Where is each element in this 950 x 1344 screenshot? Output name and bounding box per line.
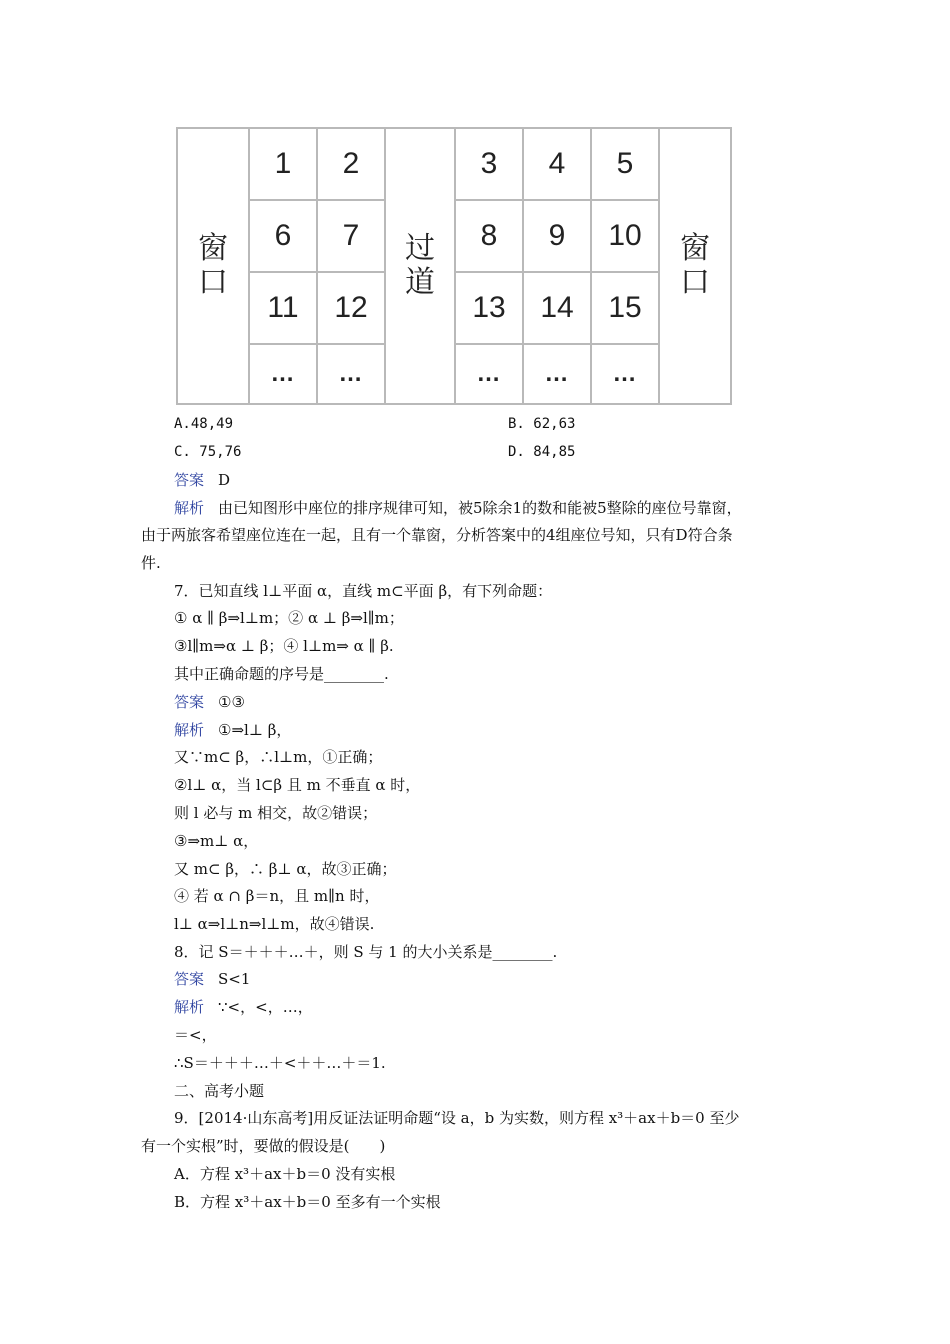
q8-answer-line xyxy=(174,969,250,989)
seat-cell: 15 xyxy=(591,272,659,344)
aisle-label: 过道 xyxy=(385,128,455,404)
q8-answer: S<1 xyxy=(218,970,251,988)
q6-option-c: C. 75,76 xyxy=(174,444,242,460)
seat-cell: 11 xyxy=(249,272,317,344)
seat-cell: 14 xyxy=(523,272,591,344)
analysis-tag: 解析 xyxy=(174,998,205,1016)
left-window-label: 窗口 xyxy=(177,128,249,404)
q7-step: ②l⊥ α，当 l⊂β 且 m 不垂直 α 时， xyxy=(174,776,421,794)
right-window-label: 窗口 xyxy=(659,128,731,404)
seat-cell-ellipsis: … xyxy=(249,344,317,404)
q7-stem: 7．已知直线 l⊥平面 α，直线 m⊂平面 β，有下列命题： xyxy=(174,582,553,600)
seat-cell-ellipsis: … xyxy=(523,344,591,404)
q8-analysis-1: ∵<，<，…， xyxy=(218,998,313,1016)
q8-analysis-line xyxy=(174,997,313,1017)
q7-propositions-3-4: ③l∥m⇒α ⊥ β；④ l⊥m⇒ α ∥ β. xyxy=(174,637,394,655)
q6-analysis-line xyxy=(174,498,742,518)
q7-step: 又∵m⊂ β，∴l⊥m，①正确； xyxy=(174,748,383,766)
q7-step: l⊥ α⇒l⊥n⇒l⊥m，故④错误. xyxy=(174,915,375,933)
seat-cell: 13 xyxy=(455,272,523,344)
seat-cell: 1 xyxy=(249,128,317,200)
q7-step: 则 l 必与 m 相交，故②错误； xyxy=(174,804,378,822)
q7-answer-line xyxy=(174,692,245,712)
q6-option-a: A.48,49 xyxy=(174,416,234,432)
q7-step: ④ 若 α ∩ β＝n，且 m∥n 时， xyxy=(174,887,380,905)
q9-stem-1: 9．[2014·山东高考]用反证法证明命题“设 a，b 为实数，则方程 x³＋ax＋b＝0 至少 xyxy=(174,1109,740,1127)
q8-line-3: ∴S＝＋＋＋…＋<＋＋…＋＝1. xyxy=(174,1054,386,1072)
answer-tag: 答案 xyxy=(174,693,205,711)
seat-table xyxy=(176,127,732,405)
seat-cell: 5 xyxy=(591,128,659,200)
q6-answer-line xyxy=(174,470,230,490)
q7-analysis-line xyxy=(174,720,291,740)
seat-cell: 3 xyxy=(455,128,523,200)
analysis-tag: 解析 xyxy=(174,499,205,517)
q6-option-d: D. 84,85 xyxy=(508,444,576,460)
q7-step: ③⇒m⊥ α， xyxy=(174,832,259,850)
q8-stem: 8．记 S＝＋＋＋…＋，则 S 与 1 的大小关系是________. xyxy=(174,943,558,961)
seat-cell-ellipsis: … xyxy=(455,344,523,404)
q7-step: 又 m⊂ β，∴ β⊥ α，故③正确； xyxy=(174,860,397,878)
q6-option-b: B. 62,63 xyxy=(508,416,576,432)
answer-tag: 答案 xyxy=(174,471,205,489)
q7-answer: ①③ xyxy=(218,693,245,711)
q6-answer: D xyxy=(218,471,231,489)
seat-diagram xyxy=(176,127,732,405)
seat-cell-ellipsis: … xyxy=(317,344,385,404)
q9-option-a: A．方程 x³＋ax＋b＝0 没有实根 xyxy=(174,1165,396,1183)
q7-propositions-1-2: ① α ∥ β⇒l⊥m；② α ⊥ β⇒l∥m； xyxy=(174,609,404,627)
q9-option-b: B．方程 x³＋ax＋b＝0 至多有一个实根 xyxy=(174,1193,441,1211)
seat-cell: 8 xyxy=(455,200,523,272)
section-heading: 二、高考小题 xyxy=(174,1082,265,1100)
q6-analysis-3: 件. xyxy=(141,554,161,572)
seat-cell: 10 xyxy=(591,200,659,272)
seat-cell-ellipsis: … xyxy=(591,344,659,404)
q9-stem-2: 有一个实根”时，要做的假设是( ) xyxy=(141,1137,386,1155)
seat-cell: 4 xyxy=(523,128,591,200)
seat-cell: 6 xyxy=(249,200,317,272)
q6-analysis-1: 由已知图形中座位的排序规律可知，被5除余1的数和能被5整除的座位号靠窗， xyxy=(218,499,742,517)
answer-tag: 答案 xyxy=(174,970,205,988)
seat-cell: 7 xyxy=(317,200,385,272)
seat-cell: 2 xyxy=(317,128,385,200)
q7-step: ①⇒l⊥ β， xyxy=(218,721,292,739)
q6-analysis-2: 由于两旅客希望座位连在一起，且有一个靠窗，分析答案中的4组座位号知，只有D符合条 xyxy=(141,526,733,544)
seat-cell: 12 xyxy=(317,272,385,344)
q8-line-2: ＝<， xyxy=(174,1026,217,1044)
seat-cell: 9 xyxy=(523,200,591,272)
q7-ask: 其中正确命题的序号是________. xyxy=(174,665,389,683)
analysis-tag: 解析 xyxy=(174,721,205,739)
